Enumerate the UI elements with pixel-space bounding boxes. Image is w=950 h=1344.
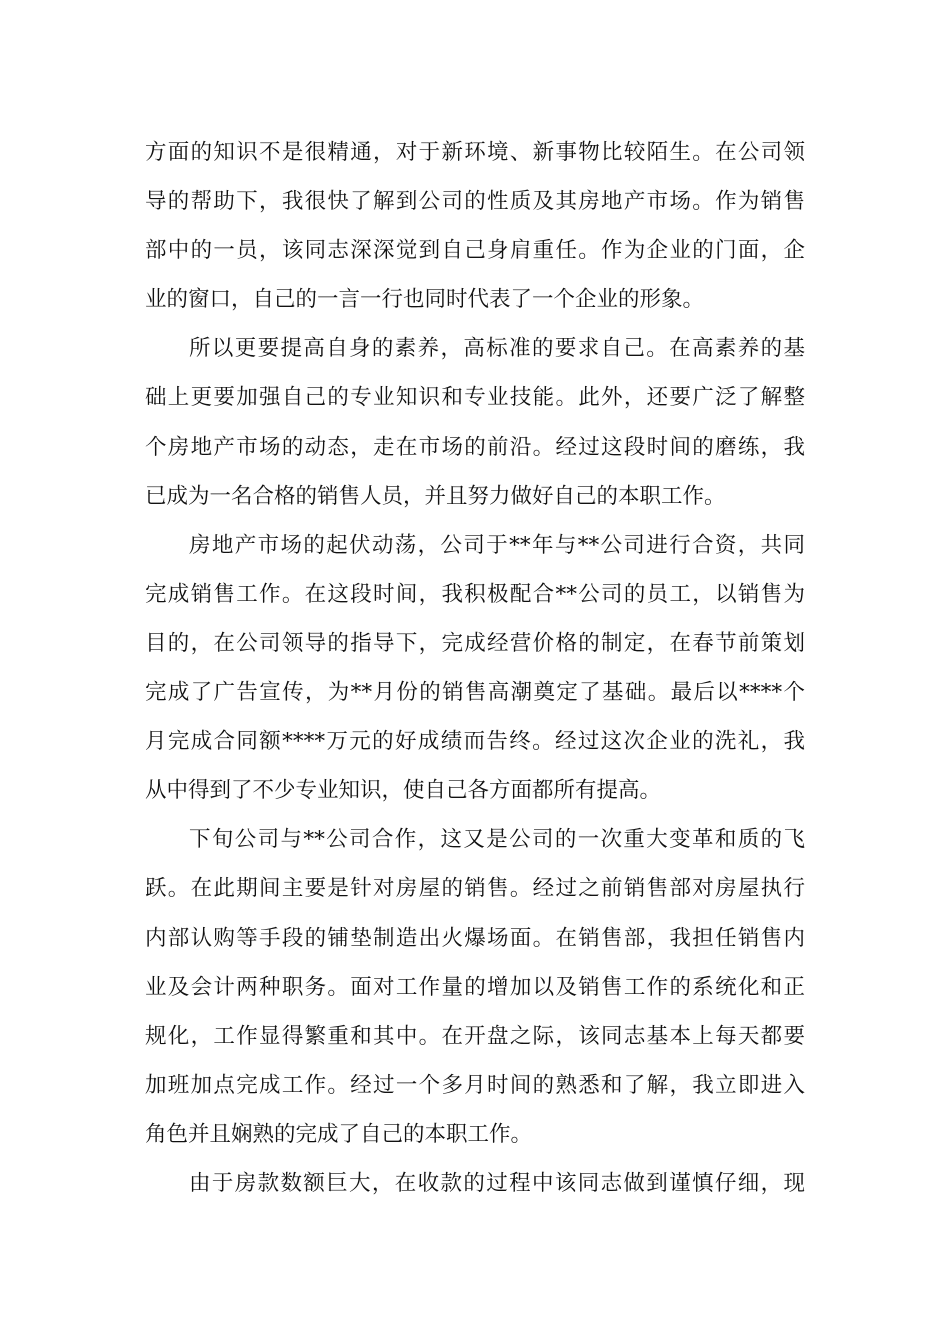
text-line: 业的窗口，自己的一言一行也同时代表了一个企业的形象。 xyxy=(145,287,705,313)
paragraph xyxy=(145,815,805,1159)
text-line: 础上更要加强自己的专业知识和专业技能。此外，还要广泛了解整 xyxy=(145,385,805,411)
text-line: 角色并且娴熟的完成了自己的本职工作。 xyxy=(145,1121,533,1147)
text-line: 下旬公司与**公司合作，这又是公司的一次重大变革和质的飞 xyxy=(189,827,805,853)
text-line: 加班加点完成工作。经过一个多月时间的熟悉和了解，我立即进入 xyxy=(145,1072,805,1098)
text-line: 业及会计两种职务。面对工作量的增加以及销售工作的系统化和正 xyxy=(145,974,805,1000)
text-line: 方面的知识不是很精通，对于新环境、新事物比较陌生。在公司领 xyxy=(145,140,805,165)
paragraph xyxy=(145,128,805,324)
text-line: 跃。在此期间主要是针对房屋的销售。经过之前销售部对房屋执行 xyxy=(145,876,805,902)
text-line: 目的，在公司领导的指导下，完成经营价格的制定，在春节前策划 xyxy=(145,630,805,656)
text-line: 由于房款数额巨大，在收款的过程中该同志做到谨慎仔细，现 xyxy=(189,1170,805,1196)
text-line: 完成销售工作。在这段时间，我积极配合**公司的员工，以销售为 xyxy=(145,581,805,607)
text-line: 规化，工作显得繁重和其中。在开盘之际，该同志基本上每天都要 xyxy=(145,1023,805,1049)
text-line: 已成为一名合格的销售人员，并且努力做好自己的本职工作。 xyxy=(145,483,726,509)
document-body xyxy=(145,128,805,1208)
text-line: 房地产市场的起伏动荡，公司于**年与**公司进行合资，共同 xyxy=(189,532,805,558)
text-line: 内部认购等手段的铺垫制造出火爆场面。在销售部，我担任销售内 xyxy=(145,925,805,951)
text-line: 从中得到了不少专业知识，使自己各方面都所有提高。 xyxy=(145,778,662,804)
paragraph xyxy=(145,324,805,520)
paragraph xyxy=(145,521,805,816)
text-line: 导的帮助下，我很快了解到公司的性质及其房地产市场。作为销售 xyxy=(145,189,805,215)
text-line: 所以更要提高自身的素养，高标准的要求自己。在高素养的基 xyxy=(189,336,805,362)
text-line: 个房地产市场的动态，走在市场的前沿。经过这段时间的磨练，我 xyxy=(145,434,805,460)
text-line: 月完成合同额****万元的好成绩而告终。经过这次企业的洗礼，我 xyxy=(145,729,805,755)
paragraph xyxy=(145,1159,805,1208)
text-line: 完成了广告宣传，为**月份的销售高潮奠定了基础。最后以****个 xyxy=(145,680,805,706)
text-line: 部中的一员，该同志深深觉到自己身肩重任。作为企业的门面，企 xyxy=(145,238,805,264)
